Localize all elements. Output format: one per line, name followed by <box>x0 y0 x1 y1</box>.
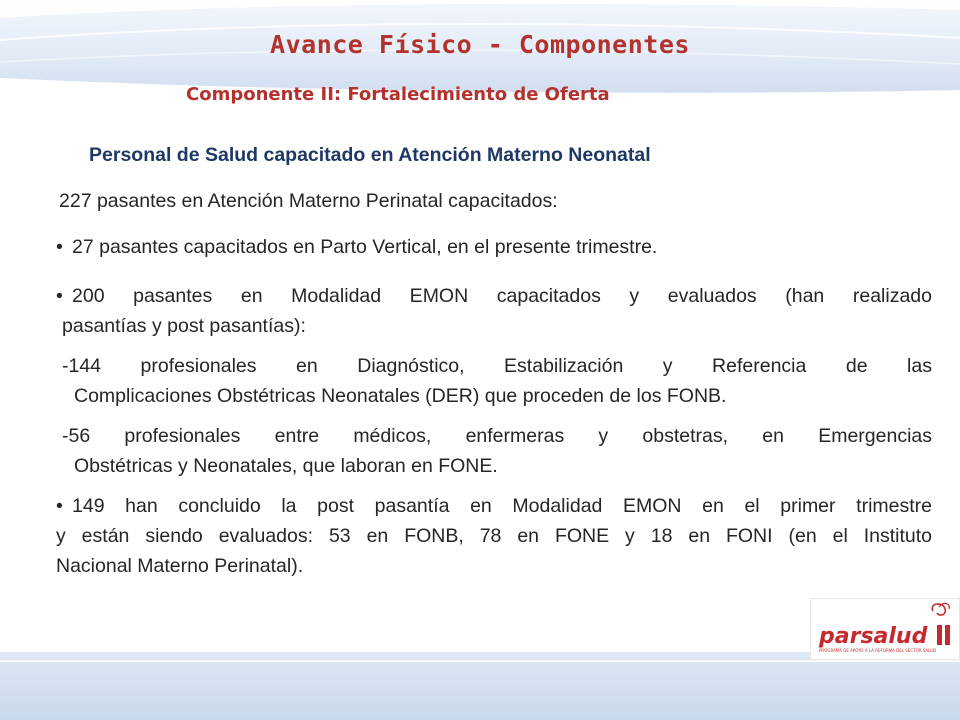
bullet-text-line1: 149 han concluido la post pasantía en Modalidad EMON en el primer trimestre <box>72 495 932 517</box>
bullet-text: 27 pasantes capacitados en Parto Vertical, en el presente trimestre. <box>72 236 658 258</box>
logo-wordmark: parsalud <box>819 624 928 649</box>
bullet-text-line2: pasantías y post pasantías): <box>62 315 306 337</box>
bullet-item-parto-vertical <box>56 232 932 262</box>
logo-tagline: PROGRAMA DE APOYO A LA REFORMA DEL SECTOR SALUD <box>819 648 937 653</box>
slide-title: Avance Físico - Componentes <box>270 30 690 59</box>
bullet-icon: • <box>56 236 63 258</box>
dash-item-emergencias <box>56 421 932 481</box>
bullet-item-emon <box>56 281 932 341</box>
parsalud-logo-image <box>811 599 959 659</box>
bullet-item-post-pasantia <box>56 491 932 581</box>
dash-item-der <box>56 351 932 411</box>
dash-text-line2: Obstétricas y Neonatales, que laboran en FONE. <box>74 455 498 477</box>
footer-band <box>0 652 960 720</box>
bullet-text-line3: Nacional Materno Perinatal). <box>56 555 304 577</box>
bullet-icon: • <box>56 495 63 517</box>
bullet-text-line2: y están siendo evaluados: 53 en FONB, 78 en FONE y 18 en FONI (en el Instituto <box>56 525 932 547</box>
section-heading: Personal de Salud capacitado en Atención Materno Neonatal <box>89 144 651 166</box>
dash-text-line2: Complicaciones Obstétricas Neonatales (DER) que proceden de los FONB. <box>74 385 727 407</box>
parsalud-logo <box>810 598 960 660</box>
dash-text-line1: -144 profesionales en Diagnóstico, Estabilización y Referencia de las <box>62 355 932 377</box>
dash-text-line1: -56 profesionales entre médicos, enfermeras y obstetras, en Emergencias <box>62 425 932 447</box>
component-subtitle: Componente II: Fortalecimiento de Oferta <box>186 84 610 105</box>
bullet-icon: • <box>56 285 63 307</box>
bullet-text-line1: 200 pasantes en Modalidad EMON capacitados y evaluados (han realizado <box>72 285 932 307</box>
intro-text: 227 pasantes en Atención Materno Perinatal capacitados: <box>59 190 558 212</box>
